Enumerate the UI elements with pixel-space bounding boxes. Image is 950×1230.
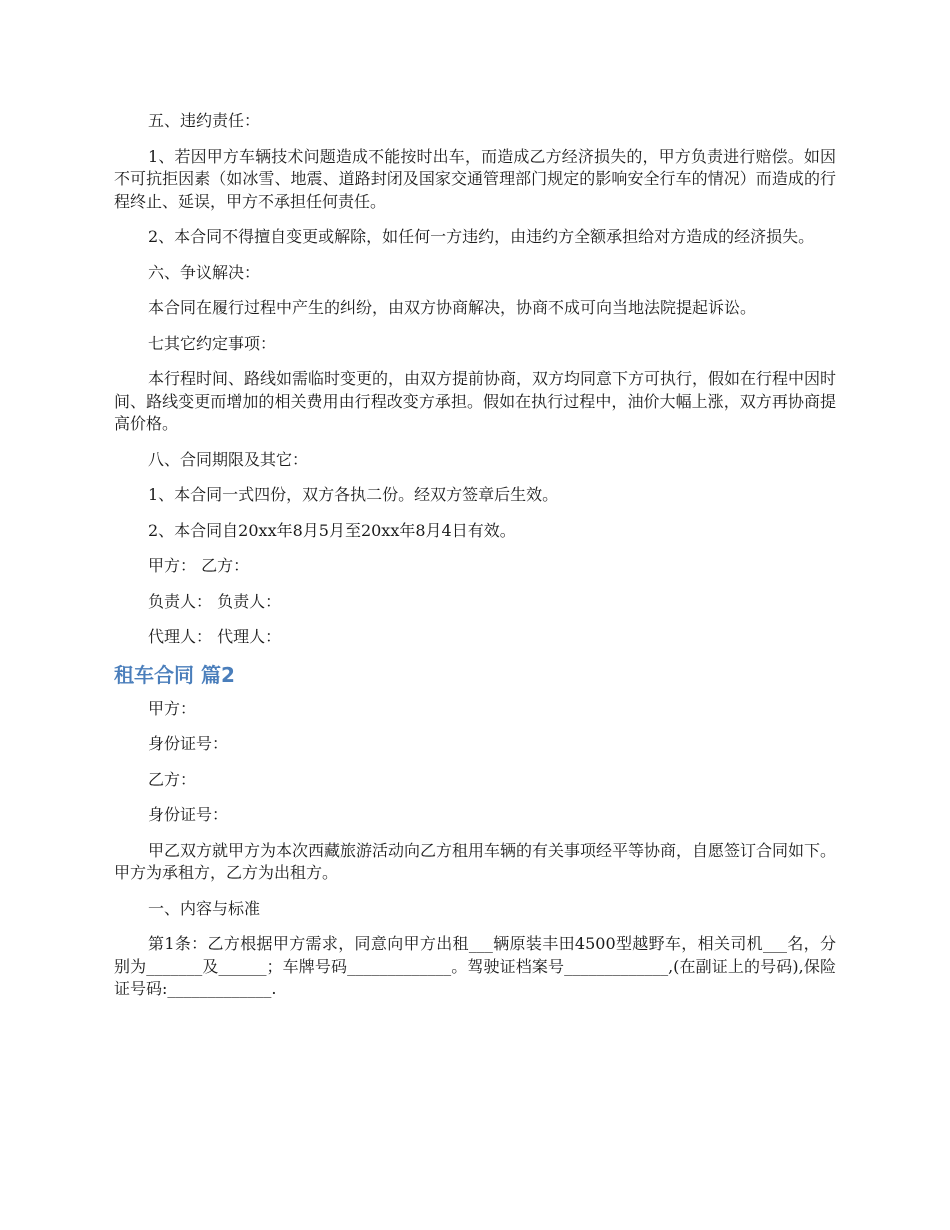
- section-six-heading: 六、争议解决：: [148, 262, 261, 282]
- section-five-item-1: 1、若因甲方车辆技术问题造成不能按时出车，而造成乙方经济损失的，甲方负责进行赔偿。如因不可抗拒因素（如冰雪、地震、道路封闭及国家交通管理部门规定的影响安全行车的情况）而造成的行程终止、延误，甲方不承担任何责任。: [114, 146, 836, 211]
- signature-agents: 代理人： 代理人：: [148, 627, 282, 646]
- contract-2-party-a: 甲方：: [148, 698, 197, 718]
- contract-2-party-b: 乙方：: [148, 769, 197, 789]
- signature-parties: 甲方： 乙方：: [148, 556, 250, 575]
- section-six-body: 本合同在履行过程中产生的纠纷，由双方协商解决，协商不成可向当地法院提起诉讼。: [148, 298, 757, 317]
- section-seven-body: 本行程时间、路线如需临时变更的，由双方提前协商，双方均同意下方可执行，假如在行程中因时间、路线变更而增加的相关费用由行程改变方承担。假如在执行过程中，油价大幅上涨，双方再协商提高价格。: [114, 369, 837, 433]
- section-eight-heading: 八、合同期限及其它：: [148, 449, 309, 469]
- contract-2-article-1: 第1条：乙方根据甲方需求，同意向甲方出租___辆原装丰田4500型越野车，相关司机___名，分别为_______及______；车牌号码_____________。驾驶证档案号_____________,(在副证上的号码),保险证号码:_____________.: [114, 934, 836, 998]
- contract-2-id-b: 身份证号：: [148, 805, 229, 824]
- contract-2-intro: 甲乙双方就甲方为本次西藏旅游活动向乙方租用车辆的有关事项经平等协商，自愿签订合同如下。甲方为承租方，乙方为出租方。: [114, 840, 837, 882]
- document-body: [114, 110, 836, 1014]
- section-five-item-2: 2、本合同不得擅自变更或解除，如任何一方违约，由违约方全额承担给对方造成的经济损失。: [148, 227, 815, 246]
- contract-2-id-a: 身份证号：: [148, 734, 229, 753]
- section-five-heading: 五、违约责任：: [148, 111, 261, 130]
- contract-2-section-one-heading: 一、内容与标准: [148, 898, 261, 918]
- section-eight-item-1: 1、本合同一式四份，双方各执二份。经双方签章后生效。: [148, 485, 559, 504]
- signature-responsible: 负责人： 负责人：: [148, 591, 282, 611]
- section-eight-item-2: 2、本合同自20xx年8月5月至20xx年8月4日有效。: [148, 520, 516, 540]
- section-seven-heading: 七其它约定事项：: [148, 333, 277, 353]
- contract-2-title: 租车合同 篇2: [114, 662, 235, 687]
